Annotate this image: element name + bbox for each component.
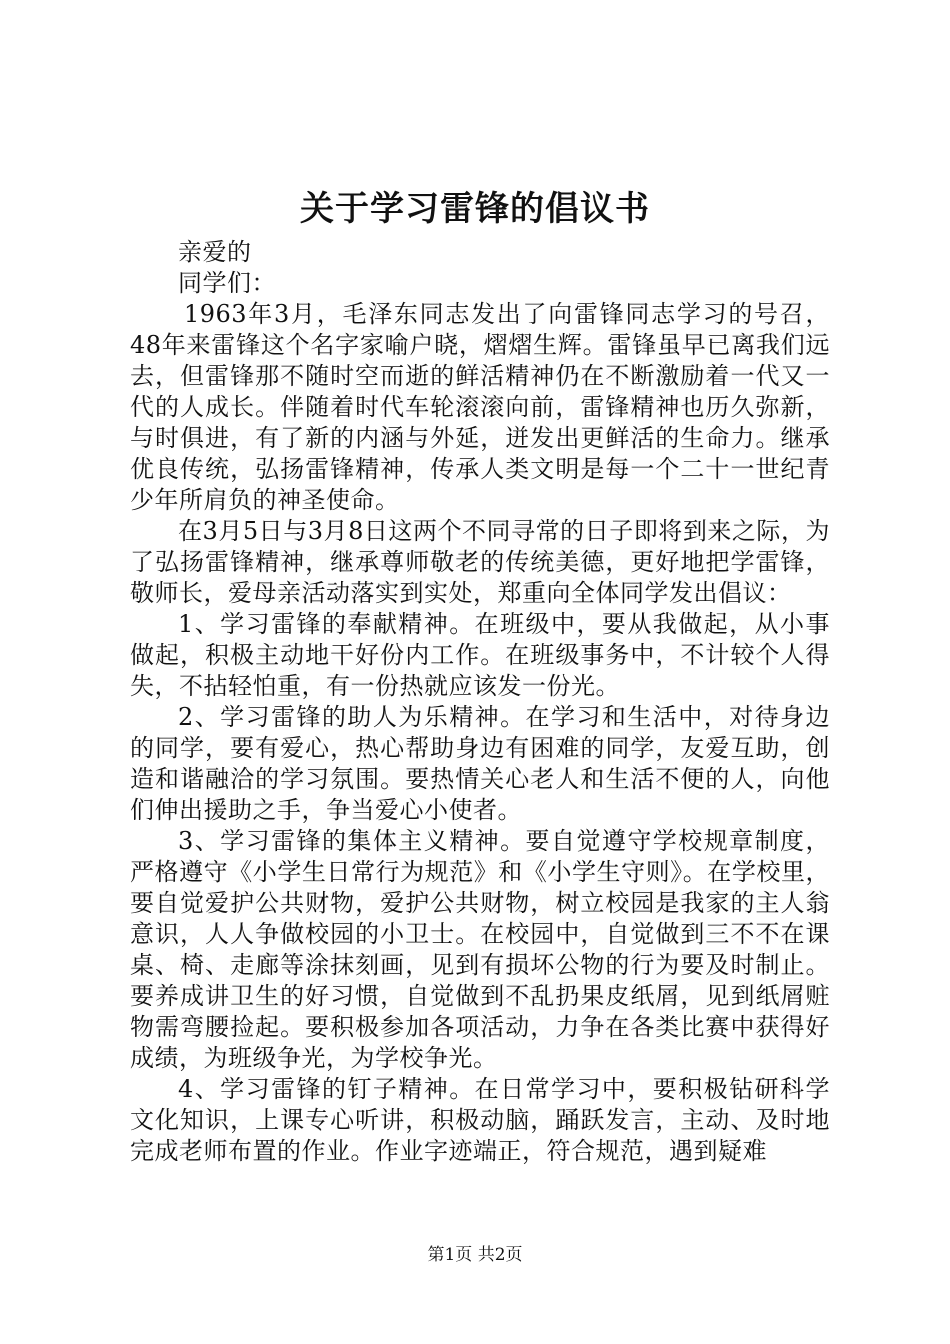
salutation-line-1: 亲爱的 xyxy=(178,238,252,266)
paragraph-proposal-3: 3、学习雷锋的集体主义精神。要自觉遵守学校规章制度，严格遵守《小学生日常行为规范》和《小学生守则》。在学校里，要自觉爱护公共财物，爱护公共财物，树立校园是我家的主人翁意识，人人争做校园的小卫士。在校园中，自觉做到三不不在课桌、椅、走廊等涂抹刻画，见到有损坏公物的行为要及时制止。要养成讲卫生的好习惯，自觉做到不乱扔果皮纸屑，见到纸屑赃物需弯腰捡起。要积极参加各项活动，力争在各类比赛中获得好成绩，为班级争光，为学校争光。 xyxy=(130,827,830,1072)
salutation-line-2: 同学们： xyxy=(178,269,276,297)
document-body xyxy=(130,237,830,1167)
paragraph-proposal-4: 4、学习雷锋的钉子精神。在日常学习中，要积极钻研科学文化知识，上课专心听讲，积极动脑，踊跃发言，主动、及时地完成老师布置的作业。作业字迹端正，符合规范，遇到疑难 xyxy=(130,1075,830,1165)
paragraph-proposal-1: 1、学习雷锋的奉献精神。在班级中，要从我做起，从小事做起，积极主动地干好份内工作。在班级事务中，不计较个人得失，不拈轻怕重，有一份热就应该发一份光。 xyxy=(130,610,830,700)
document-title: 关于学习雷锋的倡议书 xyxy=(300,189,650,229)
paragraph-intro: 1963年3月，毛泽东同志发出了向雷锋同志学习的号召，48年来雷锋这个名字家喻户晓，熠熠生辉。雷锋虽早已离我们远去，但雷锋那不随时空而逝的鲜活精神仍在不断激励着一代又一代的人成长。伴随着时代车轮滚滚向前，雷锋精神也历久弥新，与时俱进，有了新的内涵与外延，迸发出更鲜活的生命力。继承优良传统，弘扬雷锋精神，传承人类文明是每一个二十一世纪青少年所肩负的神圣使命。 xyxy=(130,300,830,514)
page-footer: 第1页 共2页 xyxy=(427,1245,523,1265)
paragraph-proposal-2: 2、学习雷锋的助人为乐精神。在学习和生活中，对待身边的同学，要有爱心，热心帮助身边有困难的同学，友爱互助，创造和谐融洽的学习氛围。要热情关心老人和生活不便的人，向他们伸出援助之手，争当爱心小使者。 xyxy=(130,703,830,824)
paragraph-occasion: 在3月5日与3月8日这两个不同寻常的日子即将到来之际，为了弘扬雷锋精神，继承尊师敬老的传统美德，更好地把学雷锋，敬师长，爱母亲活动落实到实处，郑重向全体同学发出倡议： xyxy=(130,517,830,607)
